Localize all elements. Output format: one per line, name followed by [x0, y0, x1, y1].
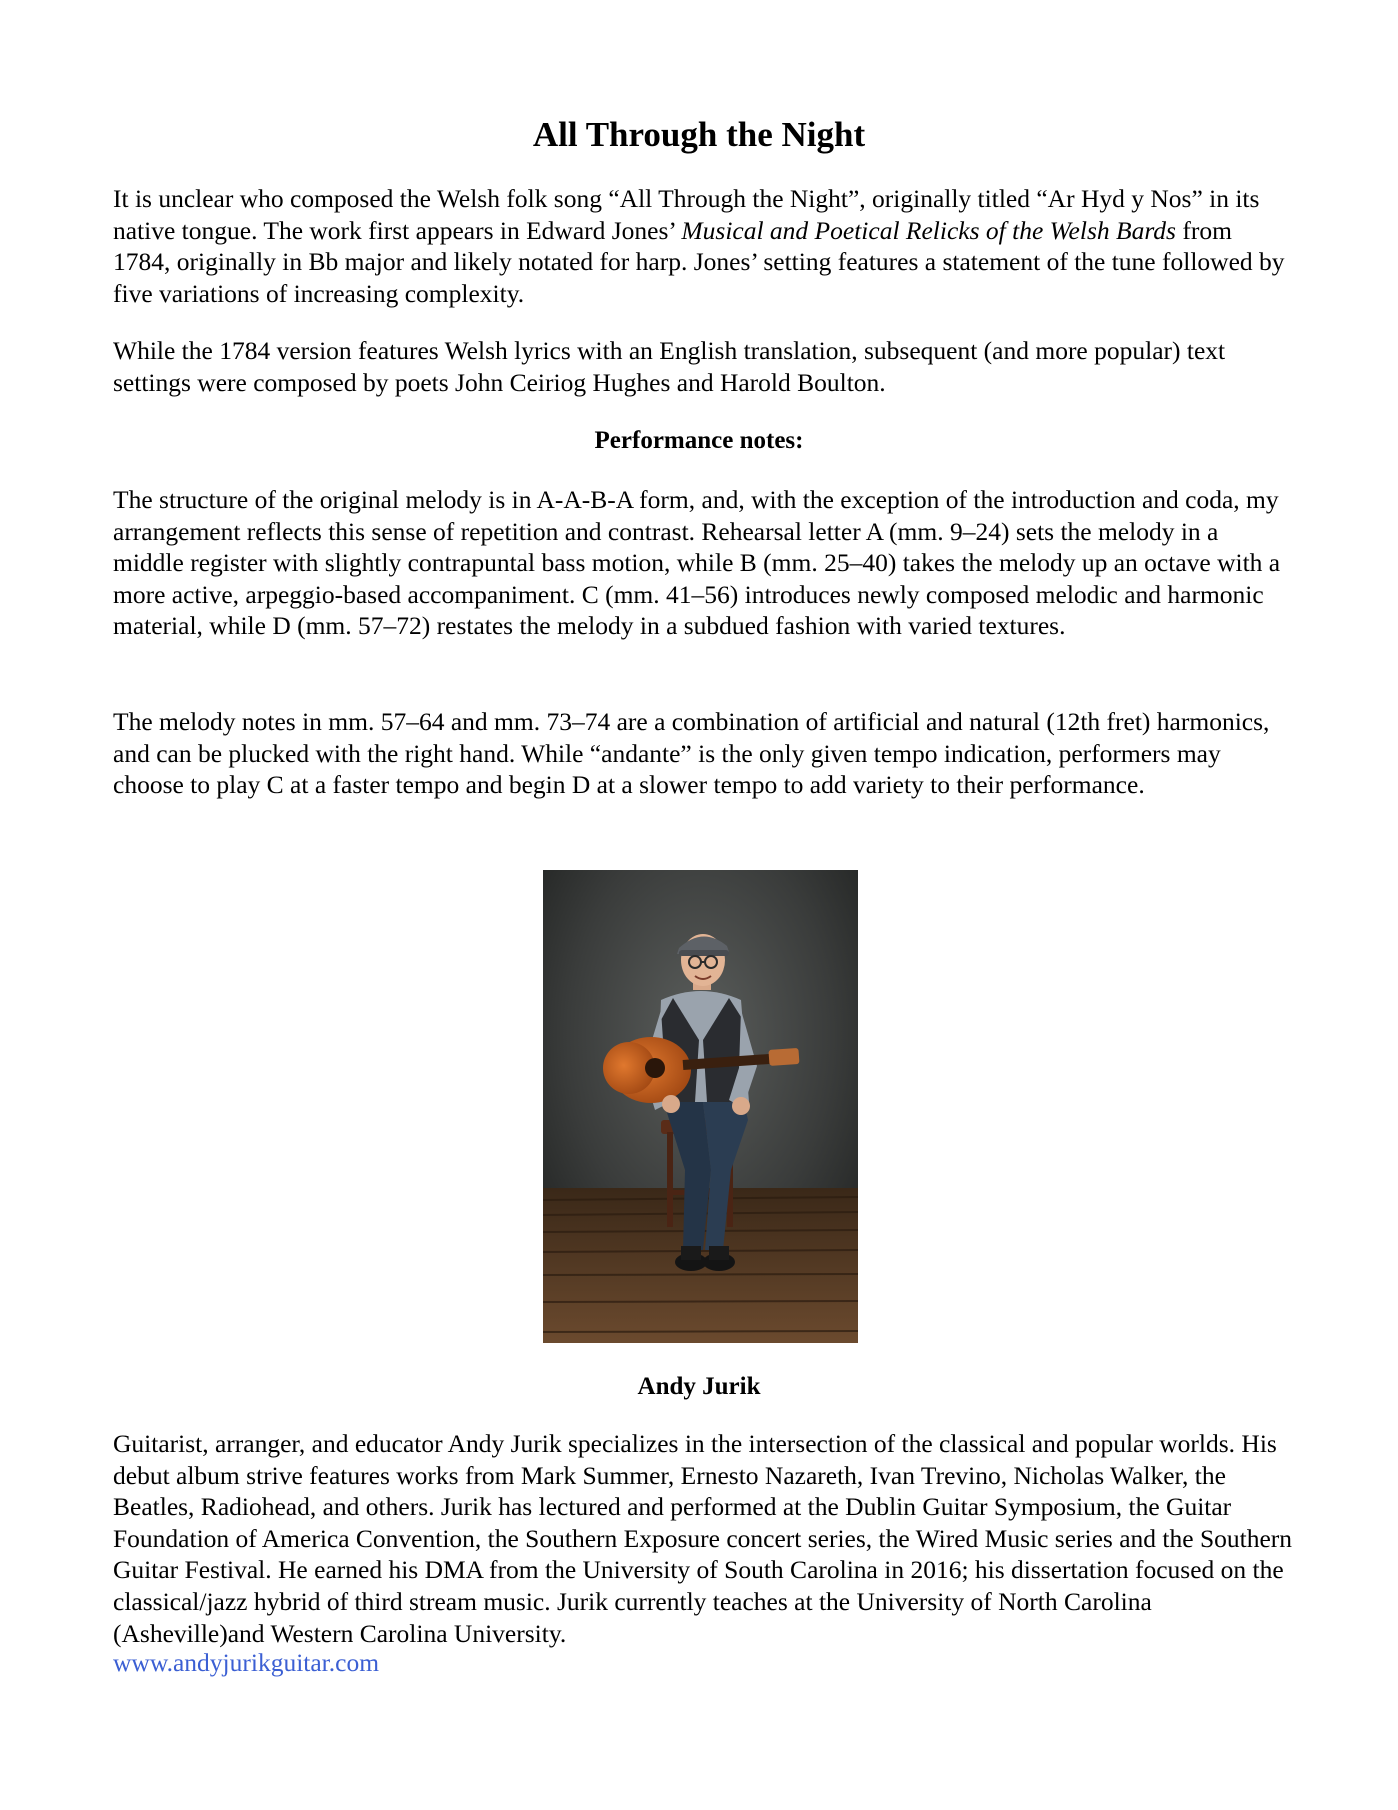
intro-paragraph-1 — [113, 183, 1295, 309]
intro-text-end: from 1784, originally in Bb major and likely notated for harp. Jones’ setting features a statement of the tune followed by five variations of increasing complexity. — [113, 215, 1285, 308]
website-link[interactable]: www.andyjurikguitar.com — [113, 1648, 380, 1677]
page-title: All Through the Night — [532, 115, 866, 154]
intro-text-start: It is unclear who composed the Welsh folk song “All Through the Night”, originally titled “Ar Hyd y Nos” in its native tongue. The work first appears in Edward Jones’ — [113, 184, 1260, 245]
bio-paragraph: Guitarist, arranger, and educator Andy Jurik specializes in the intersection of the classical and popular worlds. His debut album strive features works from Mark Summer, Ernesto Nazareth, Ivan Trevino, Nicholas Walker, the Beatles, Radiohead, and others. Jurik has lectured and performed at the Dublin Guitar Symposium, the Guitar Foundation of America Convention, the Southern Exposure concert series, the Wired Music series and the Southern Guitar Festival. He earned his DMA from the University of South Carolina in 2016; his dissertation focused on the classical/jazz hybrid of third stream music. Jurik currently teaches at the University of North Carolina (Asheville)and Western Carolina University. — [113, 1429, 1293, 1648]
bio-heading: Andy Jurik — [637, 1373, 761, 1400]
performance-paragraph-2: The melody notes in mm. 57–64 and mm. 73–74 are a combination of artificial and natural (12th fret) harmonics, and can be plucked with the right hand. While “andante” is the only given tempo indication, performers may choose to play C at a faster tempo and begin D at a slower tempo to add variety to their performance. — [113, 707, 1270, 800]
book-title: Musical and Poetical Relicks of the Welsh Bards — [681, 215, 1176, 245]
performance-notes-heading: Performance notes: — [594, 427, 804, 454]
performance-paragraph-1: The structure of the original melody is in A-A-B-A form, and, with the exception of the introduction and coda, my arrangement reflects this sense of repetition and contrast. Rehearsal letter A (mm. 9–24) sets the melody in a middle register with slightly contrapuntal bass motion, while B (mm. 25–40) takes the melody up an octave with a more active, arpeggio-based accompaniment. C (mm. 41–56) introduces newly composed melodic and harmonic material, while D (mm. 57–72) restates the melody in a subdued fashion with varied textures. — [113, 485, 1281, 641]
performer-photo — [543, 870, 858, 1343]
intro-paragraph-2: While the 1784 version features Welsh lyrics with an English translation, subsequent (and more popular) text settings were composed by poets John Ceiriog Hughes and Harold Boulton. — [113, 336, 1226, 397]
